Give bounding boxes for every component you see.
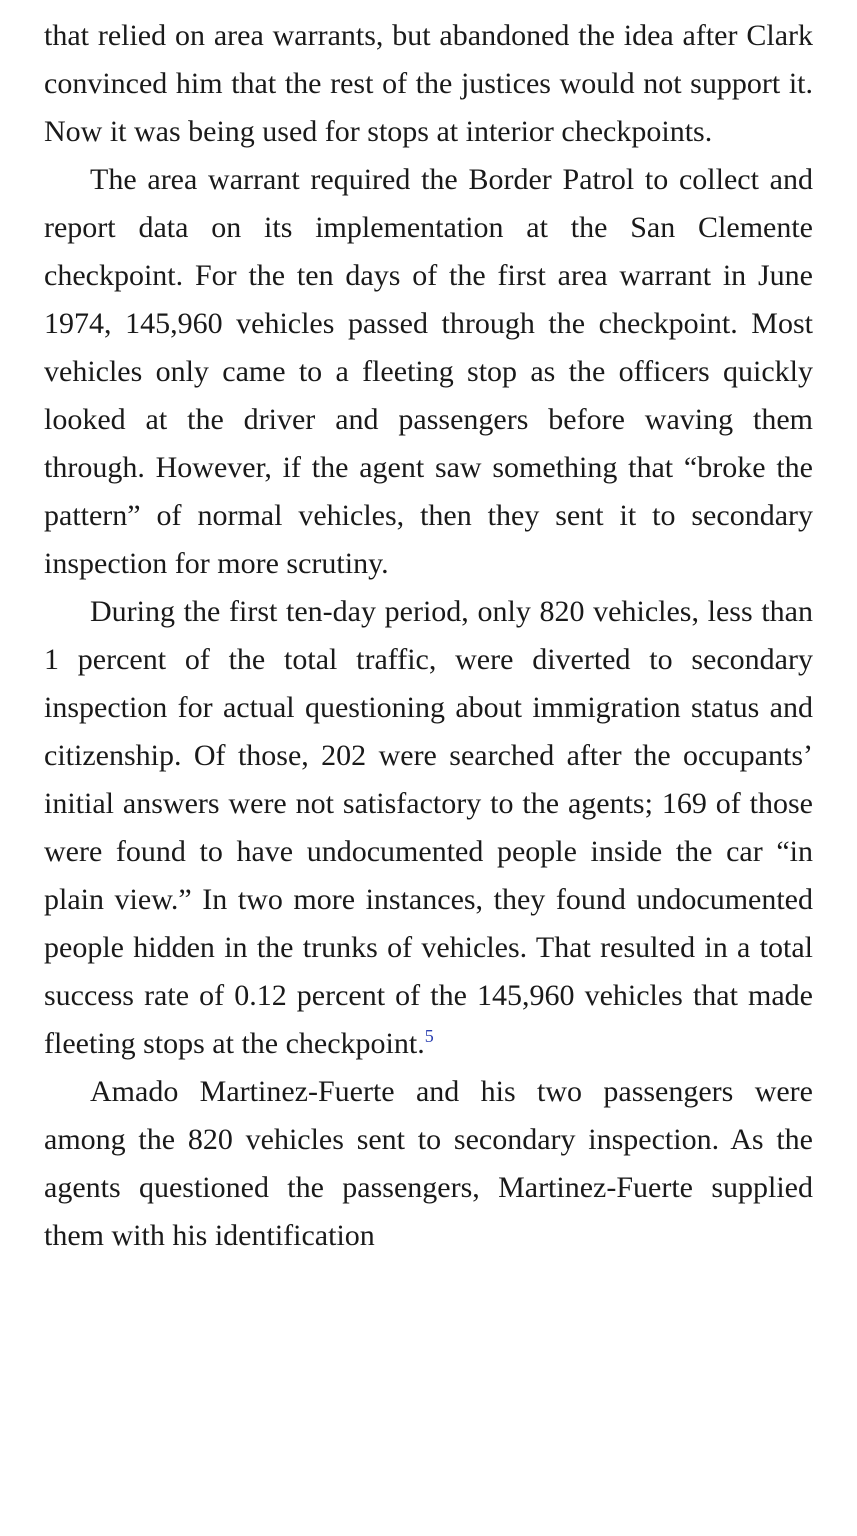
paragraph-4-text: Amado Martinez-Fuerte and his two passengers were among the 820 vehicles sent to secondary inspection. As the agents questioned the passengers, Martinez-Fuerte supplied them with his identification [44,1075,813,1252]
paragraph-2-text: The area warrant required the Border Patrol to collect and report data on its implementation at the San Clemente checkpoint. For the ten days of the first area warrant in June 1974, 145,960 vehicles passed through the checkpoint. Most vehicles only came to a fleeting stop as the officers quickly looked at the driver and passengers before waving them through. However, if the agent saw something that “broke the pattern” of normal vehicles, then they sent it to secondary inspection for more scrutiny. [44,163,813,580]
reading-page [44,12,813,1260]
paragraph-3 [44,588,813,1068]
paragraph-1 [44,12,813,156]
paragraph-4 [44,1068,813,1260]
paragraph-1-text: that relied on area warrants, but abandoned the idea after Clark convinced him that the rest of the justices would not support it. Now it was being used for stops at interior checkpoints. [44,19,813,148]
paragraph-2 [44,156,813,588]
paragraph-3-text: During the first ten-day period, only 820 vehicles, less than 1 percent of the total traffic, were diverted to secondary inspection for actual questioning about immigration status and citizenship. Of those, 202 were searched after the occupants’ initial answers were not satisfactory to the agents; 169 of those were found to have undocumented people inside the car “in plain view.” In two more instances, they found undocumented people hidden in the trunks of vehicles. That resulted in a total success rate of 0.12 percent of the 145,960 vehicles that made fleeting stops at the checkpoint. [44,595,813,1060]
footnote-link[interactable]: 5 [424,1026,434,1046]
